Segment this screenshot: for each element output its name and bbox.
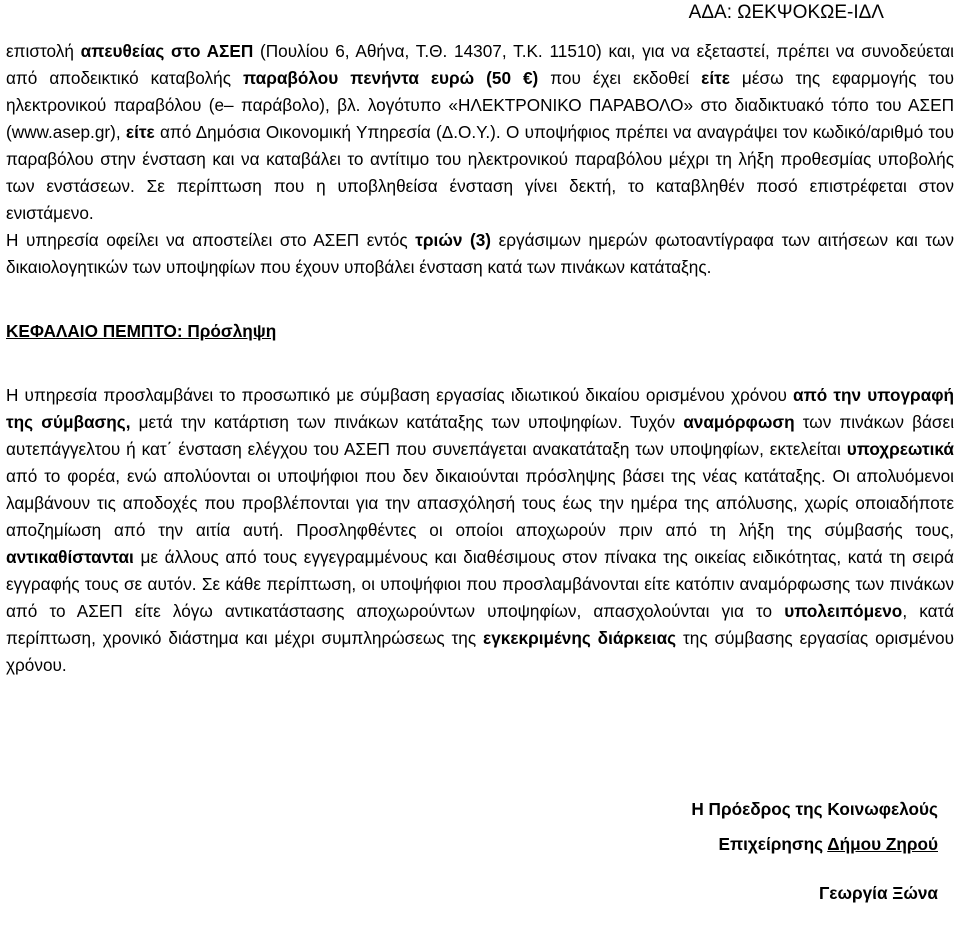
chapter-heading [6, 318, 954, 345]
bold-text: τριών (3) [415, 230, 492, 250]
text-run: επιστολή [6, 41, 81, 61]
bold-text: αναμόρφωση [683, 412, 795, 432]
bold-text: παραβόλου πενήντα ευρώ (50 €) [242, 68, 539, 88]
bold-text: από την υπογραφή της σύμβασης, [6, 385, 954, 432]
signatory-organization [719, 831, 938, 858]
signatory-name: Γεωργία Ξώνα [818, 883, 938, 903]
paragraph-asep-deadline [6, 227, 954, 281]
text-run: , κατά περίπτωση, χρονικό διάστημα και μέχρι συμπληρώσεως της [6, 601, 955, 648]
text-run: από το φορέα, ενώ απολύονται οι υποψήφιοι που δεν δικαιούνται πρόσληψης βάσει της νέας κατάταξης. Οι απολυόμενοι λαμβάνουν τις αποδοχές που προβλέπονται για την απασχόλησή τους έως την ημέρα της απόλυσης, χωρίς οποιαδήποτε αποζημίωση από την αιτία αυτή. Προσληφθέντες οι οποίοι αποχωρούν πριν από τη λήξη της σύμβασής τους, [6, 466, 954, 540]
org-prefix: Επιχείρησης [718, 834, 828, 854]
org-municipality: Δήμου Ζηρού [827, 834, 938, 854]
text-run: μέσω της εφαρμογής του ηλεκτρονικού παραβόλου (e– παράβολο), βλ. λογότυπο «ΗΛΕΚΤΡΟΝΙΚΟ ΠΑΡΑΒΟΛΟ» στο διαδικτυακό τόπο του ΑΣΕΠ (www.asep.gr), [6, 68, 955, 142]
text-run: (Πουλίου 6, Αθήνα, Τ.Θ. 14307, Τ.Κ. 11510) και, για να εξεταστεί, πρέπει να συνοδεύεται από αποδεικτικό καταβολής [6, 41, 954, 88]
bold-text: είτε [125, 122, 155, 142]
bold-text: υποχρεωτικά [846, 439, 954, 459]
text-run: . Ο υποψήφιος πρέπει να αναγράψει τον κωδικό/αριθμό του παραβόλου στην ένσταση και να καταβάλει το αντίτιμο του ηλεκτρονικού παραβόλου μέχρι τη λήξη προθεσμίας υποβολής των ενστάσεων. Σε περίπτωση που η υποβληθείσα ένσταση γίνει δεκτή, το καταβληθέν ποσό επιστρέφεται στον ενιστάμενο. [6, 122, 955, 223]
text-run: εργάσιμων ημερών φωτοαντίγραφα των αιτήσεων και των δικαιολογητικών των υποψηφίων που έχουν υποβάλει ένσταση κατά των πινάκων κατάταξης. [6, 230, 954, 277]
signatory-role: Η Πρόεδρος της Κοινωφελούς [691, 799, 938, 819]
chapter-heading-text: ΚΕΦΑΛΑΙΟ ΠΕΜΠΤΟ: Πρόσληψη [6, 321, 277, 341]
bold-text: απευθείας στο ΑΣΕΠ [80, 41, 254, 61]
text-run: Δημόσια Οικονομική Υπηρεσία (Δ.Ο.Υ.) [195, 122, 496, 142]
text-run: της σύμβασης εργασίας ορισμένου χρόνου. [6, 628, 954, 675]
bold-text: αντικαθίστανται [6, 547, 134, 567]
text-run: Η υπηρεσία προσλαμβάνει το προσωπικό με σύμβαση εργασίας ιδιωτικού δικαίου ορισμένου χρόνου [6, 385, 794, 405]
text-run: μετά την κατάρτιση των πινάκων κατάταξης των υποψηφίων. Τυχόν [130, 412, 684, 432]
text-run: με άλλους από τους εγγεγραμμένους και διαθέσιμους στον πίνακα της οικείας ειδικότητας, κατά τη σειρά εγγραφής τους σε αυτόν. Σε κάθε περίπτωση, οι υποψήφιοι που προσλαμβάνονται είτε κατόπιν αναμόρφωσης των πινάκων από το ΑΣΕΠ είτε λόγω αντικατάστασης αποχωρούντων υποψηφίων, απασχολούνται για το [6, 547, 954, 621]
document-body [6, 38, 954, 679]
bold-text: υπολειπόμενο [784, 601, 903, 621]
text-run: από [154, 122, 196, 142]
paragraph-objection-fee [6, 38, 954, 227]
text-run: που έχει εκδοθεί [538, 68, 702, 88]
paragraph-hiring [6, 382, 954, 679]
text-run: Η υπηρεσία οφείλει να αποστείλει στο ΑΣΕΠ εντός [6, 230, 416, 250]
text-run: των πινάκων βάσει αυτεπάγγελτου ή κατ΄ ένσταση ελέγχου του ΑΣΕΠ που συνεπάγεται ανακατάταξη των υποψηφίων, εκτελείται [6, 412, 955, 459]
bold-text: είτε [701, 68, 730, 88]
bold-text: εγκεκριμένης διάρκειας [483, 628, 677, 648]
document-protocol-number: ΑΔΑ: ΩΕΚΨΟΚΩΕ-ΙΔΛ [688, 2, 884, 23]
